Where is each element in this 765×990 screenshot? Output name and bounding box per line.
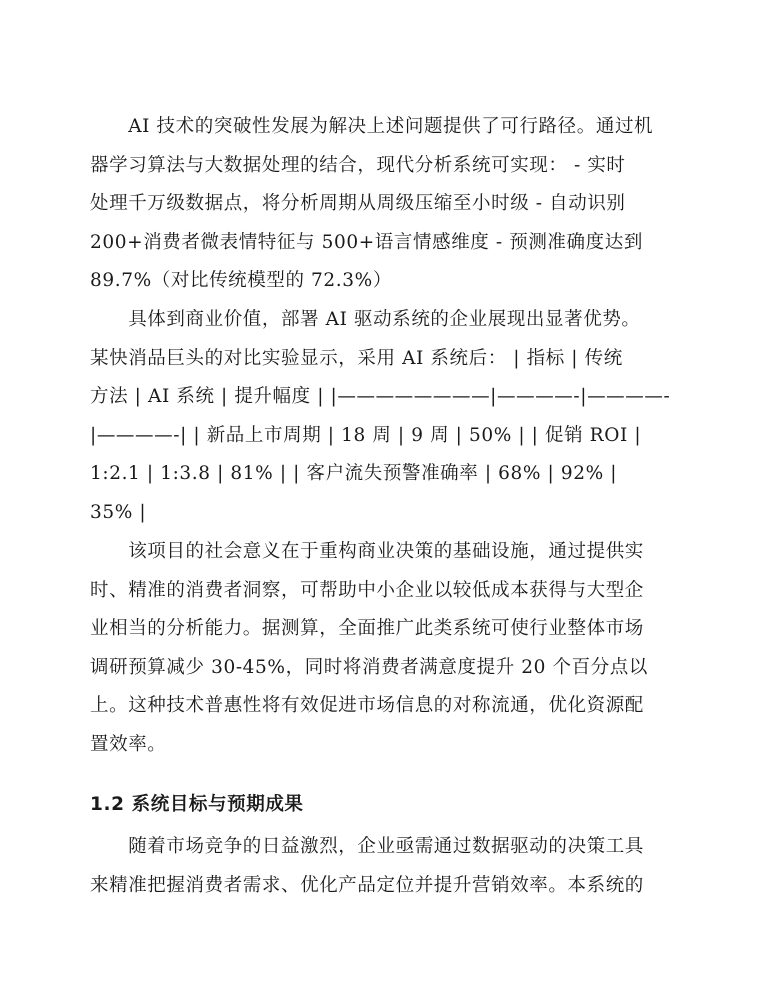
text-line: 该项目的社会意义在于重构商业决策的基础设施，通过提供实 [90, 541, 644, 562]
text-line: 上。这种技术普惠性将有效促进市场信息的对称流通，优化资源配 [90, 695, 644, 716]
text-line: 置效率。 [90, 733, 167, 755]
text-line: 某快消品巨头的对比实验显示，采用 AI 系统后： | 指标 | 传统 [90, 347, 623, 369]
text-line: 35% | [90, 501, 147, 523]
text-line: 随着市场竞争的日益激烈，企业亟需通过数据驱动的决策工具 [90, 836, 644, 857]
text-line: |————-| | 新品上市周期 | 18 周 | 9 周 | 50% | | 促销 ROI | [90, 424, 642, 446]
text-line: 时、精准的消费者洞察，可帮助中小企业以较低成本获得与大型企 [90, 579, 644, 601]
paragraph-ai-breakthrough [90, 108, 680, 301]
text-line: 89.7%（对比传统模型的 72.3%） [90, 270, 392, 291]
text-line: 方法 | AI 系统 | 提升幅度 | |————————|————-|————- [90, 386, 671, 407]
section-heading: 1.2 系统目标与预期成果 [90, 794, 304, 815]
paragraph-social-significance [90, 533, 680, 764]
text-line: 器学习算法与大数据处理的结合，现代分析系统可实现： - 实时 [90, 154, 626, 176]
paragraph-business-value [90, 301, 680, 532]
text-line: 200+消费者微表情特征与 500+语言情感维度 - 预测准确度达到 [90, 231, 643, 253]
paragraph-system-goals [90, 828, 680, 905]
text-line: 具体到商业价值，部署 AI 驱动系统的企业展现出显著优势。 [90, 309, 641, 330]
text-line: AI 技术的突破性发展为解决上述问题提供了可行路径。通过机 [90, 116, 654, 137]
text-line: 调研预算减少 30-45%，同时将消费者满意度提升 20 个百分点以 [90, 656, 648, 678]
text-line: 来精准把握消费者需求、优化产品定位并提升营销效率。本系统的 [90, 874, 644, 896]
text-line: 1:2.1 | 1:3.8 | 81% | | 客户流失预警准确率 | 68% | 92% | [90, 463, 618, 484]
text-line: 业相当的分析能力。据测算，全面推广此类系统可使行业整体市场 [90, 618, 644, 639]
text-line: 处理千万级数据点，将分析周期从周级压缩至小时级 - 自动识别 [90, 193, 626, 214]
